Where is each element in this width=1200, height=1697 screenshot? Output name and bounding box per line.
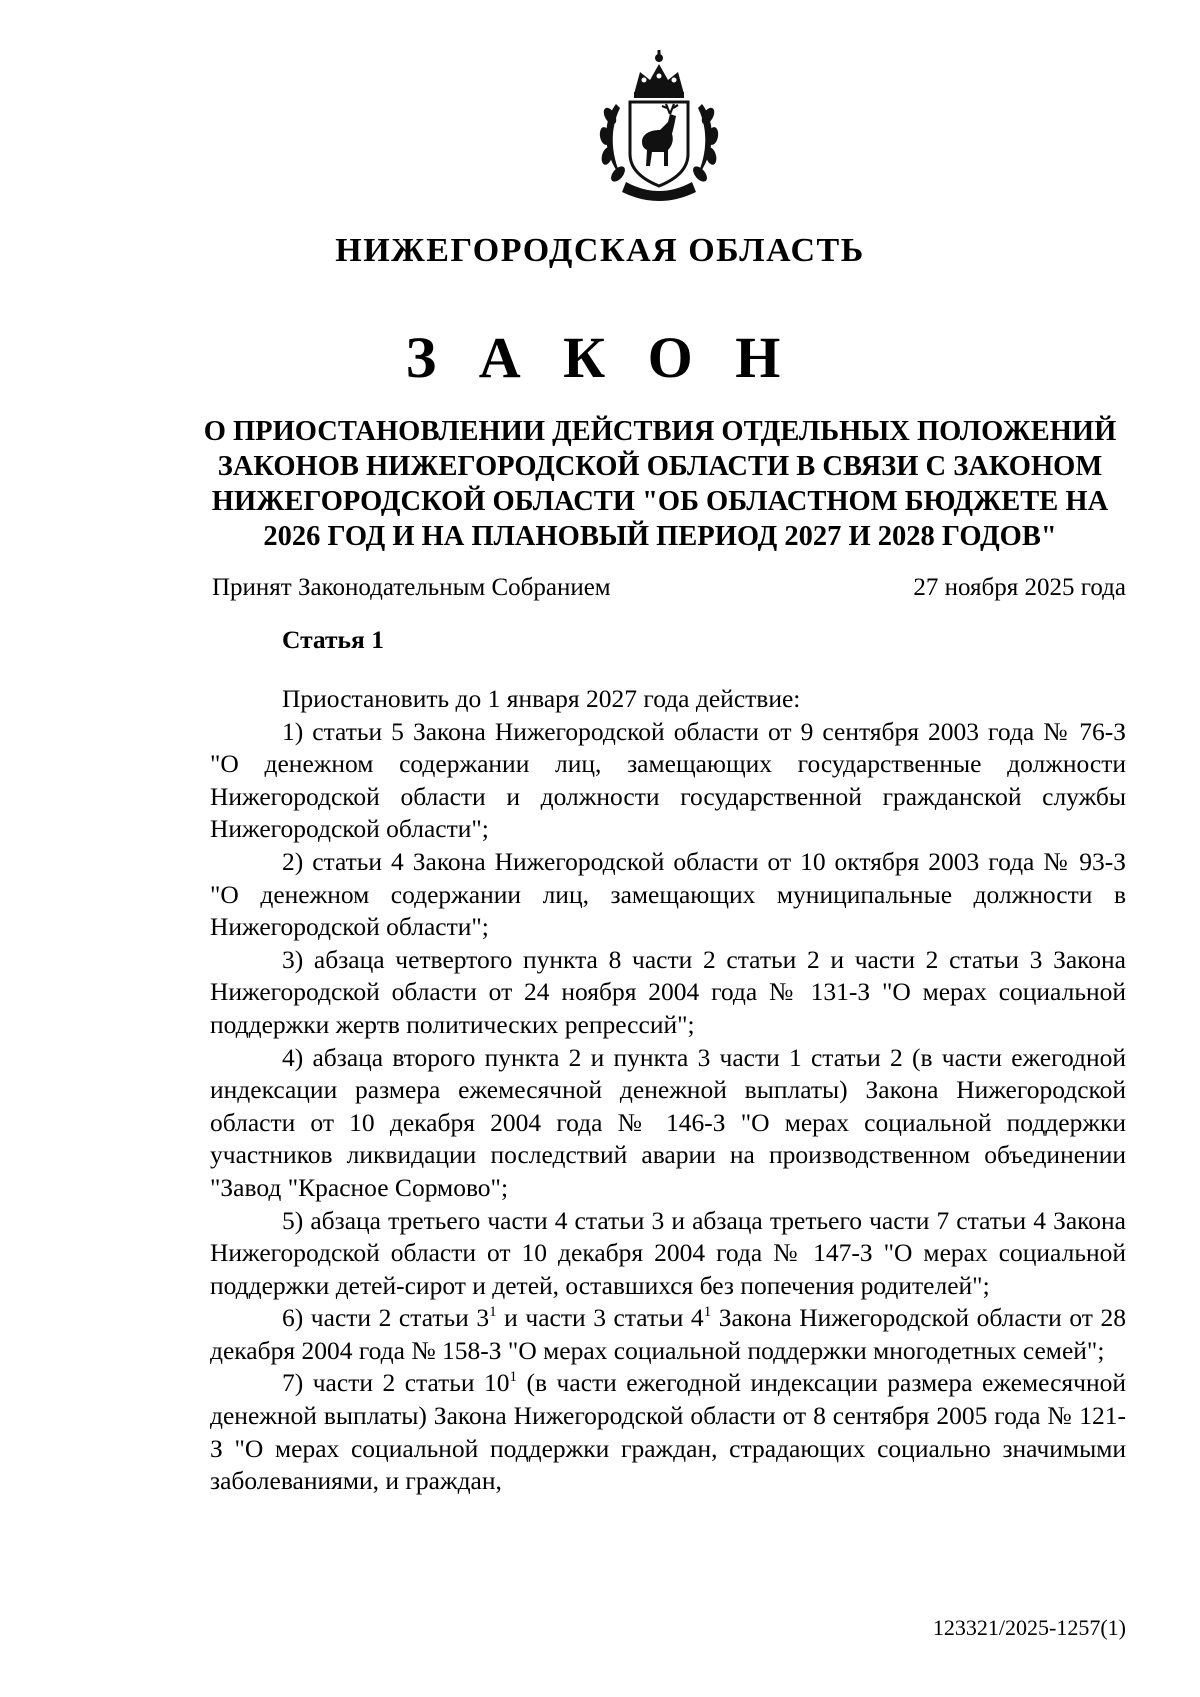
law-heading: З А К О Н (405, 325, 795, 390)
adoption-info (212, 572, 1126, 604)
crown-icon (634, 50, 684, 98)
law-title-line: НИЖЕГОРОДСКОЙ ОБЛАСТИ "ОБ ОБЛАСТНОМ БЮДЖЕТЕ НА (211, 486, 1109, 517)
law-title (180, 414, 1140, 554)
list-item: 1) статьи 5 Закона Нижегородской области от 9 сентября 2003 года № 76-З "О денежном содержании лиц, замещающих государственные должности Нижегородской области и должности государственной гражданской службы Нижегородской области"; (210, 716, 1126, 844)
list-item (210, 1367, 1126, 1497)
list-item-text: 6) части 2 статьи 3 (282, 1303, 490, 1333)
list-item-text: Закона Нижегородской области от 28 декабря 2004 года № 158-З "О мерах социальной поддержки многодетных семей"; (210, 1303, 1126, 1365)
law-title-line: 2026 ГОД И НА ПЛАНОВЫЙ ПЕРИОД 2027 И 2028 ГОДОВ" (263, 521, 1057, 552)
coat-of-arms-emblem (596, 50, 722, 202)
superscript: 1 (489, 1304, 497, 1321)
oak-wreath-right-icon (690, 104, 719, 184)
list-item-text: (в части ежегодной индексации размера ежемесячной денежной выплаты) Закона Нижегородской области от 8 сентября 2005 года № 121-З "О мерах социальной поддержки граждан, страдающих социально значимыми заболеваниями, и граждан, (210, 1368, 1126, 1496)
adopted-date: 27 ноября 2025 года (913, 574, 1126, 601)
law-title-line: О ПРИОСТАНОВЛЕНИИ ДЕЙСТВИЯ ОТДЕЛЬНЫХ ПОЛОЖЕНИЙ (203, 416, 1117, 447)
list-item: 4) абзаца второго пункта 2 и пункта 3 части 1 статьи 2 (в части ежегодной индексации размера ежемесячной денежной выплаты) Закона Нижегородской области от 10 декабря 2004 года № 146-З "О мерах социальной поддержки участников ликвидации последствий аварии на производственном объединении "Завод "Красное Сормово"; (210, 1042, 1126, 1202)
superscript: 1 (703, 1304, 712, 1321)
document-number: 123321/2025-1257(1) (932, 1615, 1126, 1640)
list-item: 2) статьи 4 Закона Нижегородской области от 10 октября 2003 года № 93-З "О денежном содержании лиц, замещающих муниципальные должности в Нижегородской области"; (210, 846, 1126, 942)
list-item-text: и части 3 статьи 4 (496, 1303, 704, 1333)
article-intro: Приостановить до 1 января 2027 года действие: (282, 684, 801, 713)
article-body (210, 683, 1126, 1498)
oak-wreath-left-icon (599, 104, 628, 184)
law-title-line: ЗАКОНОВ НИЖЕГОРОДСКОЙ ОБЛАСТИ В СВЯЗИ С ЗАКОНОМ (217, 451, 1103, 482)
list-item (210, 1302, 1126, 1367)
region-name: НИЖЕГОРОДСКАЯ ОБЛАСТЬ (335, 232, 865, 269)
list-item: 5) абзаца третьего части 4 статьи 3 и абзаца третьего части 7 статьи 4 Закона Нижегородской области от 10 декабря 2004 года № 147-З "О мерах социальной поддержки детей-сирот и детей, оставшихся без попечения родителей"; (210, 1205, 1126, 1300)
article-heading: Статья 1 (282, 625, 384, 654)
list-item: 3) абзаца четвертого пункта 8 части 2 статьи 2 и части 2 статьи 3 Закона Нижегородской области от 24 ноября 2004 года № 131-З "О мерах социальной поддержки жертв политических репрессий"; (210, 944, 1126, 1039)
adopted-by: Принят Законодательным Собранием (212, 574, 611, 601)
list-item-text: 7) части 2 статьи 10 (282, 1368, 510, 1398)
superscript: 1 (509, 1369, 518, 1386)
